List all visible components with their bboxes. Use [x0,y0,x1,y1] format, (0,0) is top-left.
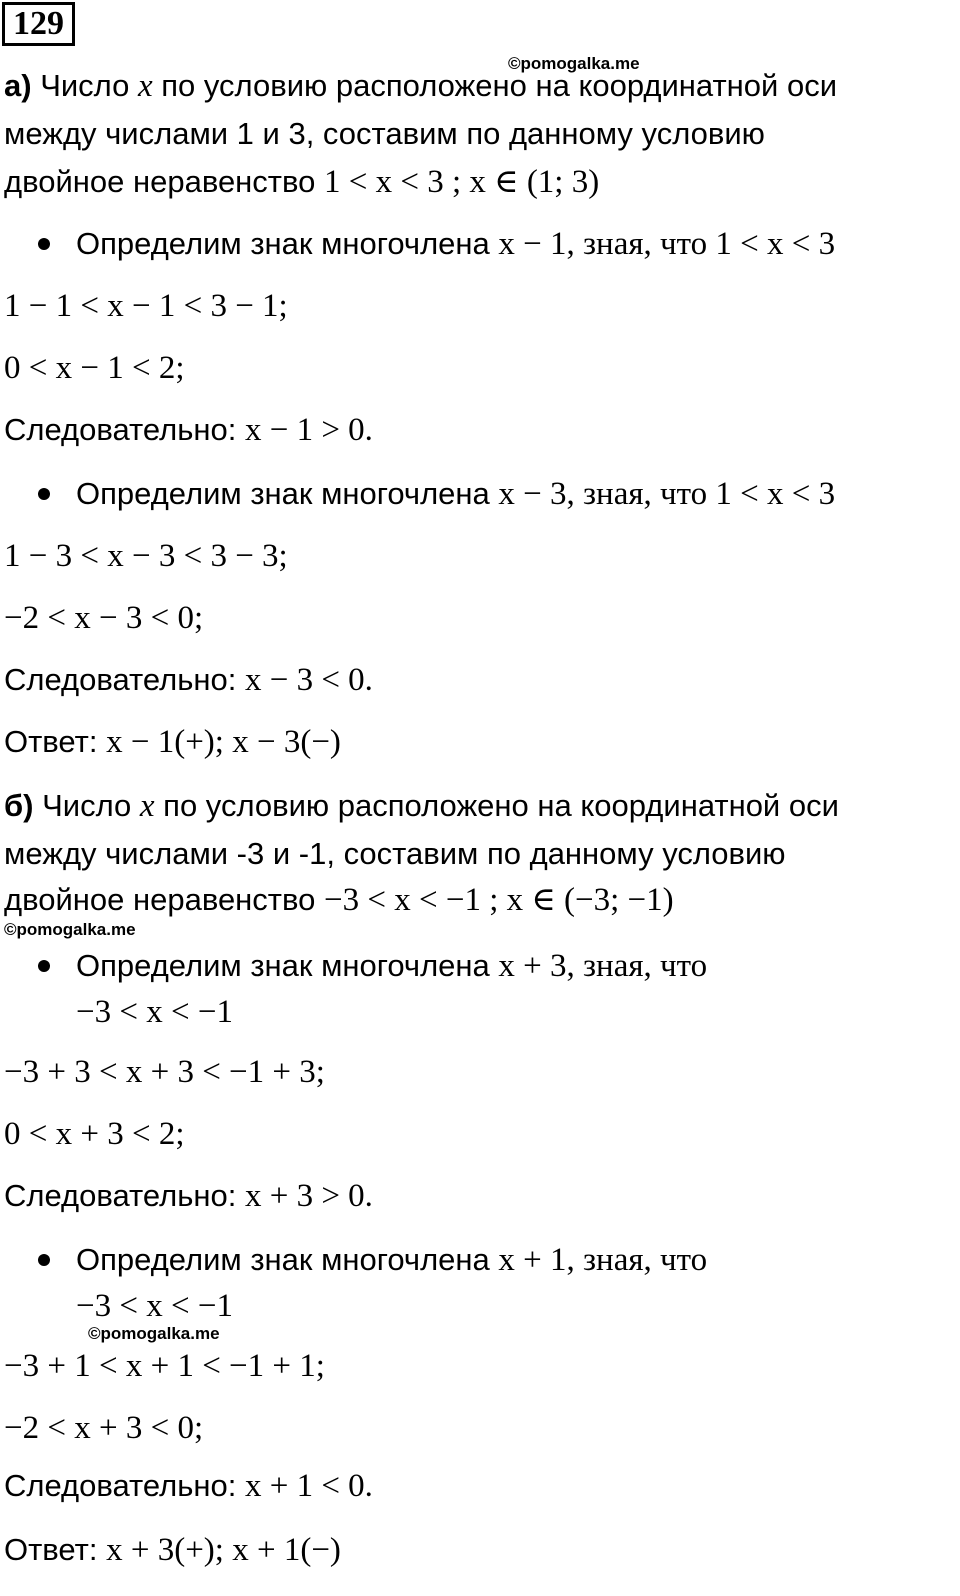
bullet-math: x + 3, зная, что [498,948,708,984]
bullet-math: x − 3, зная, что 1 < x < 3 [498,476,836,512]
part-b-intro-line-3 [4,880,674,920]
part-b-intro-line-2: между числами -3 и -1, составим по данному условию [4,836,786,871]
part-b-step-2: 0 < x + 3 < 2; [4,1116,185,1152]
part-b-bullet-2-cont: −3 < x < −1 [76,1288,233,1324]
part-a-intro-line-2: между числами 1 и 3, составим по данному условию [4,116,765,151]
bullet-icon [38,960,50,972]
conclusion-math: x + 1 < 0. [244,1468,373,1504]
part-a-conclusion-1 [4,410,373,450]
part-b-answer [4,1530,341,1570]
part-b-conclusion-2 [4,1466,373,1506]
intro-text: двойное неравенство [4,164,316,199]
part-a-answer [4,722,341,762]
bullet-text: Определим знак многочлена [76,226,490,261]
watermark: ©pomogalka.me [508,54,640,73]
part-b-label: б) [4,788,34,823]
answer-math: x − 1(+); x − 3(−) [106,724,341,760]
conclusion-label: Следовательно: [4,1468,237,1503]
part-b-step-4: −2 < x + 3 < 0; [4,1410,204,1446]
intro-text: по условию расположено на координатной оси [161,68,838,103]
bullet-text: Определим знак многочлена [76,476,490,511]
intro-text: Число [42,788,132,823]
bullet-math: x − 1, зная, что 1 < x < 3 [498,226,836,262]
double-inequality: −3 < x < −1 ; x ∈ (−3; −1) [324,882,674,918]
double-inequality: 1 < x < 3 ; x ∈ (1; 3) [324,164,600,200]
variable-x: x [137,68,153,104]
watermark: ©pomogalka.me [4,920,136,939]
variable-x: x [139,788,155,824]
answer-label: Ответ: [4,724,98,759]
intro-text: по условию расположено на координатной оси [163,788,839,823]
part-b-step-1: −3 + 3 < x + 3 < −1 + 3; [4,1054,325,1090]
intro-text: двойное неравенство [4,882,316,917]
answer-label: Ответ: [4,1532,98,1567]
answer-math: x + 3(+); x + 1(−) [106,1532,341,1568]
part-b-intro-line-1 [4,786,839,826]
conclusion-label: Следовательно: [4,662,237,697]
bullet-icon [38,238,50,250]
part-a-step-4: −2 < x − 3 < 0; [4,600,204,636]
part-a-label: а) [4,68,32,103]
bullet-text: Определим знак многочлена [76,948,490,983]
conclusion-math: x − 3 < 0. [244,662,373,698]
intro-text: Число [40,68,130,103]
part-b-bullet-1-cont: −3 < x < −1 [76,994,233,1030]
part-b-step-3: −3 + 1 < x + 1 < −1 + 1; [4,1348,325,1384]
part-a-step-3: 1 − 3 < x − 3 < 3 − 3; [4,538,288,574]
part-b-bullet-2 [76,1240,707,1280]
conclusion-math: x − 1 > 0. [244,412,373,448]
conclusion-label: Следовательно: [4,412,237,447]
part-b-bullet-1 [76,946,707,986]
conclusion-label: Следовательно: [4,1178,237,1213]
bullet-icon [38,1254,50,1266]
part-a-intro-line-1 [4,66,837,106]
part-a-bullet-1 [76,224,835,264]
part-a-step-2: 0 < x − 1 < 2; [4,350,185,386]
part-a-bullet-2 [76,474,835,514]
problem-number: 129 [2,2,75,46]
bullet-icon [38,488,50,500]
watermark: ©pomogalka.me [88,1324,220,1343]
part-a-intro-line-3 [4,162,599,202]
bullet-text: Определим знак многочлена [76,1242,490,1277]
part-a-step-1: 1 − 1 < x − 1 < 3 − 1; [4,288,288,324]
part-a-conclusion-2 [4,660,373,700]
part-b-conclusion-1 [4,1176,373,1216]
conclusion-math: x + 3 > 0. [244,1178,373,1214]
bullet-math: x + 1, зная, что [498,1242,708,1278]
